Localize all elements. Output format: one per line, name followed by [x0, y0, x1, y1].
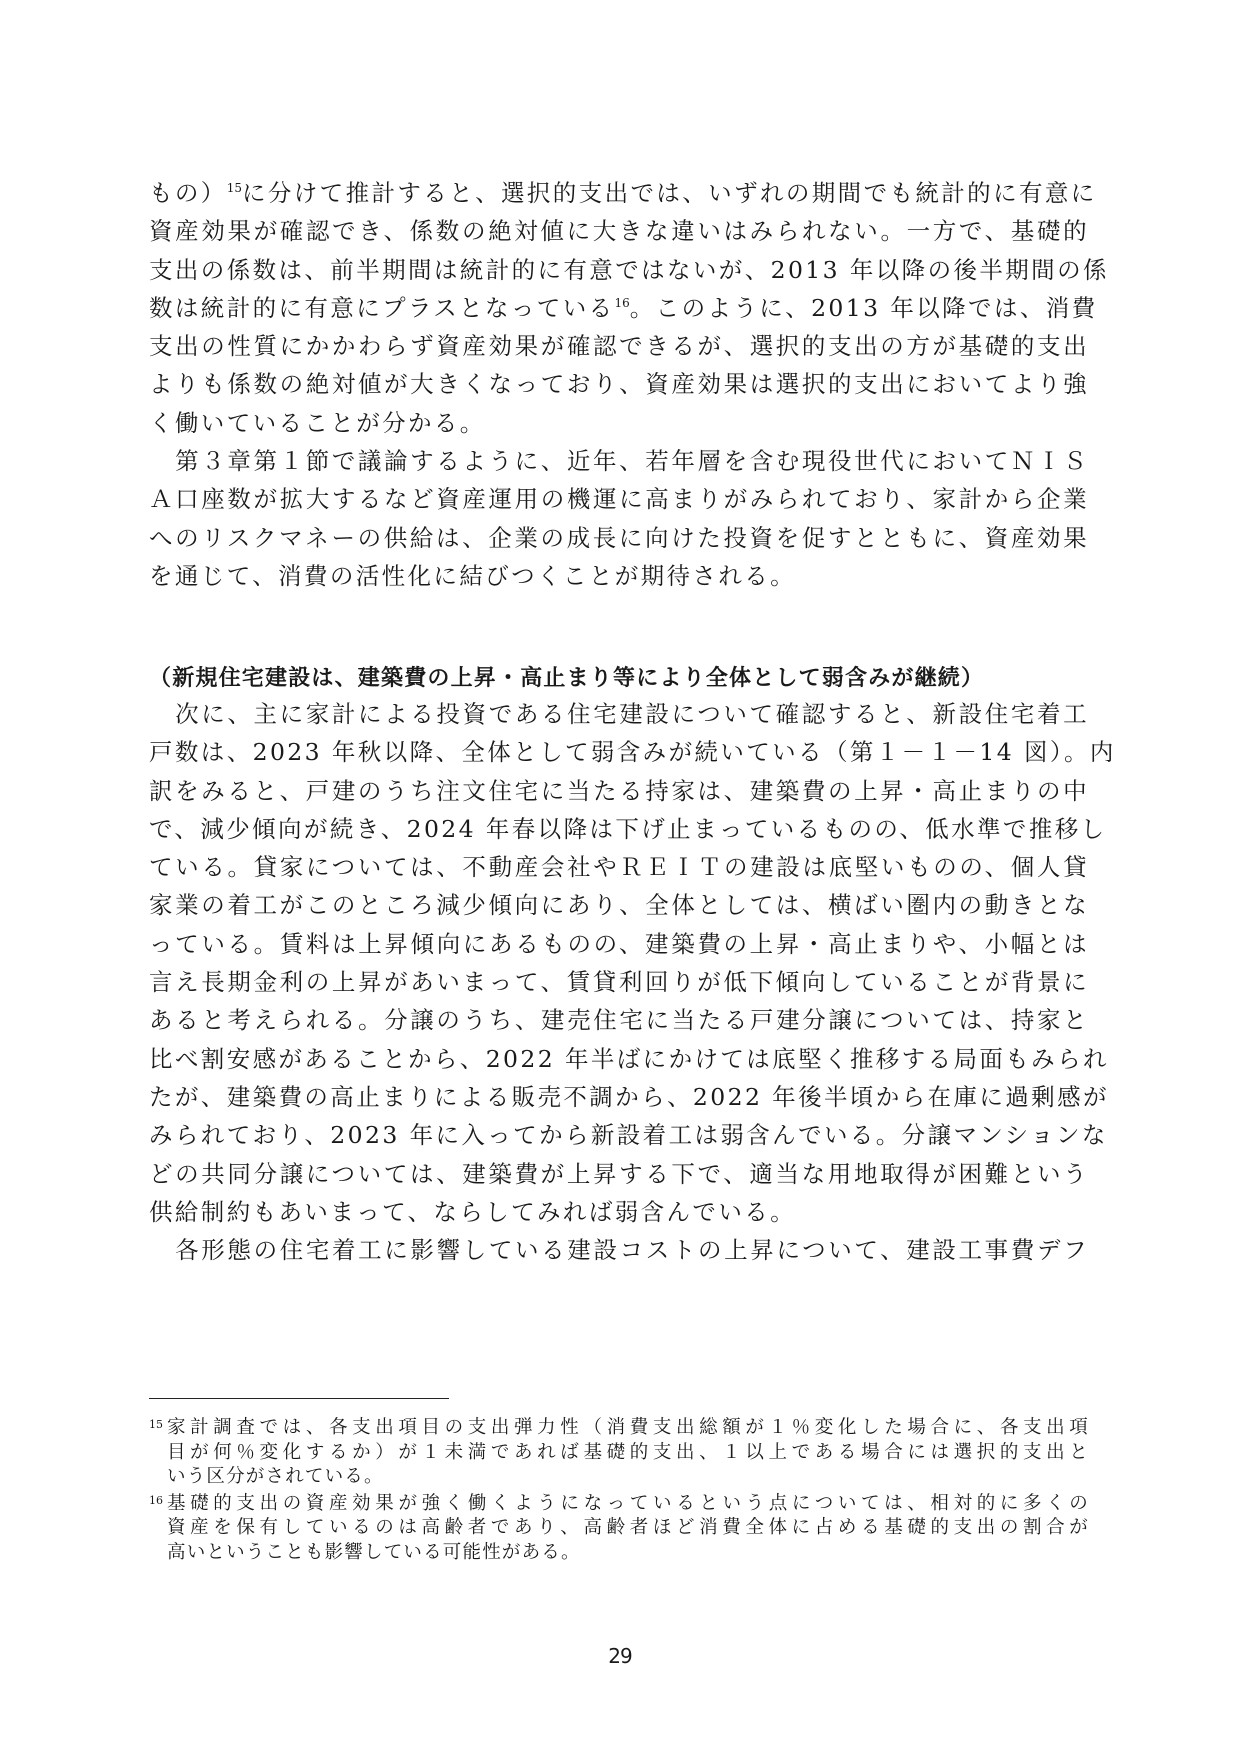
footnote-15	[149, 1416, 1089, 1490]
footnote-ref-16[interactable]: 16	[614, 295, 630, 310]
footnote-line: 高いということも影響している可能性がある。	[167, 1541, 581, 1563]
text-line: 比べ割安感があることから、2022 年半ばにかけては底堅く推移する局面もみられ	[149, 1044, 1109, 1073]
text-line: あると考えられる。分譲のうち、建売住宅に当たる戸建分譲については、持家と	[149, 1006, 1089, 1035]
section-heading: （新規住宅建設は、建築費の上昇・高止まり等により全体として弱含みが継続）	[149, 666, 985, 691]
text-line: 供給制約もあいまって、ならしてみれば弱含んでいる。	[149, 1197, 797, 1226]
text-line: Ａ口座数が拡大するなど資産運用の機運に高まりがみられており、家計から企業	[149, 485, 1089, 514]
paragraph-asset-effect	[149, 174, 1109, 442]
text-line: 次に、主に家計による投資である住宅建設について確認すると、新設住宅着工	[149, 700, 1089, 728]
text-line: 数は統計的に有意にプラスとなっている$^{16}$。このように、2013 年以降では、消費	[149, 293, 1098, 322]
text-line: 資産効果が確認でき、係数の絶対値に大きな違いはみられない。一方で、基礎的	[149, 217, 1089, 246]
text-line: ている。貸家については、不動産会社やＲＥＩＴの建設は底堅いものの、個人貸	[149, 853, 1089, 882]
text-line: へのリスクマネーの供給は、企業の成長に向けた投資を促すとともに、資産効果	[149, 523, 1089, 552]
footnote-line: いう区分がされている。	[167, 1466, 384, 1488]
text-line: どの共同分譲については、建築費が上昇する下で、適当な用地取得が困難という	[149, 1159, 1089, 1188]
text-line: 支出の係数は、前半期間は統計的に有意ではないが、2013 年以降の後半期間の係	[149, 255, 1109, 284]
footnote-ref-15[interactable]: 15	[226, 181, 242, 195]
text-line: 第３章第１節で議論するように、近年、若年層を含む現役世代においてＮＩＳ	[149, 447, 1089, 475]
text-line: く働いていることが分かる。	[149, 408, 486, 437]
page-number: 29	[608, 1644, 632, 1668]
text-line: 言え長期金利の上昇があいまって、賃貸利回りが低下傾向していることが背景に	[149, 968, 1089, 997]
footnote-line: 家計調査では、各支出項目の支出弾力性（消費支出総額が１％変化した場合に、各支出項	[167, 1417, 1089, 1438]
text-line: 各形態の住宅着工に影響している建設コストの上昇について、建設工事費デフ	[149, 1236, 1089, 1264]
text-line: 支出の性質にかかわらず資産効果が確認できるが、選択的支出の方が基礎的支出	[149, 332, 1089, 361]
text-line: っている。賃料は上昇傾向にあるものの、建築費の上昇・高止まりや、小幅とは	[149, 929, 1089, 958]
footnote-number: 15	[149, 1418, 163, 1431]
text-line: みられており、2023 年に入ってから新設着工は弱含んでいる。分譲マンションな	[149, 1121, 1108, 1150]
text-line: もの）$^{15}$に分けて推計すると、選択的支出では、いずれの期間でも統計的に有意に	[149, 179, 1097, 207]
footnote-separator	[149, 1398, 449, 1399]
footnote-line: 資産を保有しているのは高齢者であり、高齢者ほど消費全体に占める基礎的支出の割合が	[167, 1517, 1089, 1539]
text-line: を通じて、消費の活性化に結びつくことが期待される。	[149, 561, 797, 590]
footnote-line: 基礎的支出の資産効果が強く働くようになっているという点については、相対的に多くの	[167, 1492, 1089, 1514]
text-line: 訳をみると、戸建のうち注文住宅に当たる持家は、建築費の上昇・高止まりの中	[149, 776, 1089, 805]
paragraph-housing	[149, 695, 1116, 1231]
footnote-line: 目が何％変化するか）が１未満であれば基礎的支出、１以上である場合には選択的支出と	[167, 1441, 1089, 1463]
paragraph-nisa	[149, 442, 1089, 595]
footnotes	[149, 1416, 1089, 1568]
footnote-16	[149, 1492, 1089, 1566]
text-line: よりも係数の絶対値が大きくなっており、資産効果は選択的支出においてより強	[149, 370, 1089, 399]
text-line: たが、建築費の高止まりによる販売不調から、2022 年後半頃から在庫に過剰感が	[149, 1082, 1109, 1111]
paragraph-construction-cost	[149, 1231, 1089, 1269]
text-line: で、減少傾向が続き、2024 年春以降は下げ止まっているものの、低水準で推移し	[149, 814, 1107, 843]
text-line: 戸数は、2023 年秋以降、全体として弱含みが続いている（第１－１－14 図）。内	[149, 738, 1116, 767]
footnote-number: 16	[149, 1493, 163, 1507]
text-line: 家業の着工がこのところ減少傾向にあり、全体としては、横ばい圏内の動きとな	[149, 891, 1089, 920]
